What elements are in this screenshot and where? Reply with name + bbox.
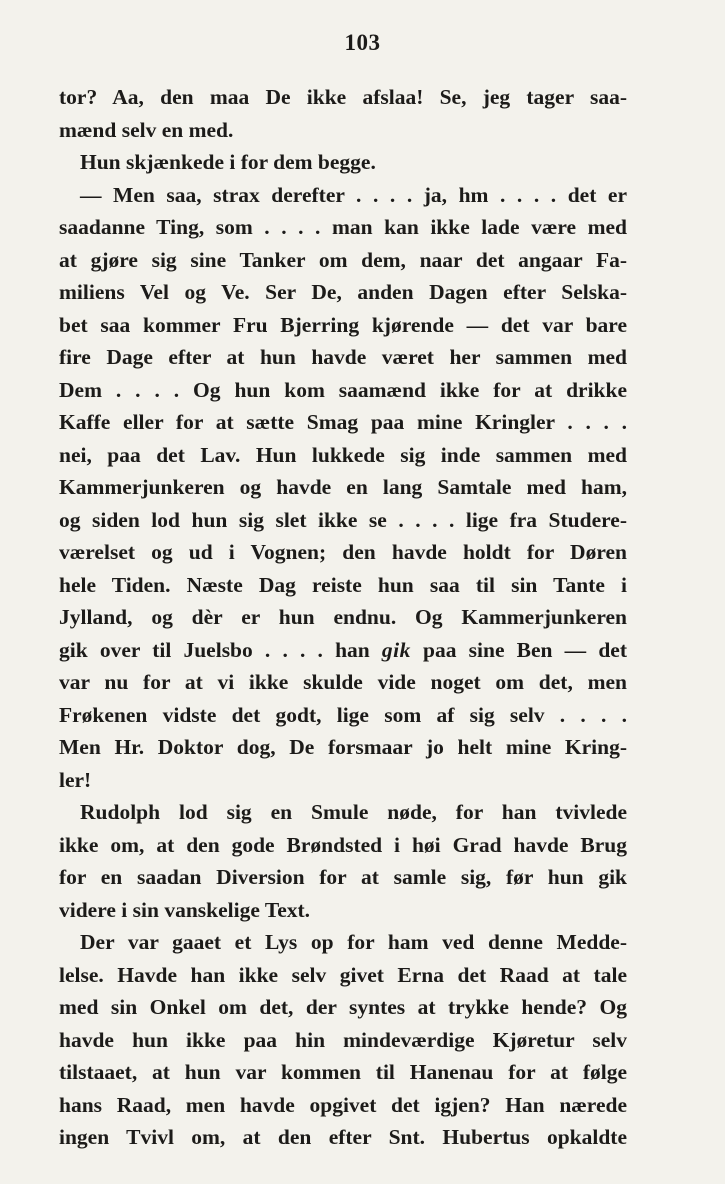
text-line: Frøkenen vidste det godt, lige som af sig selv . . . . [59, 702, 627, 727]
page-number: 103 [344, 30, 381, 55]
text-line: Kammerjunkeren og havde en lang Samtale med ham, [59, 475, 627, 499]
body-text [59, 81, 627, 1154]
paragraph-start-line: — Men saa, strax derefter . . . . ja, hm . . . . det er [80, 182, 627, 207]
text-line: bet saa kommer Fru Bjerring kjørende — det var bare [59, 312, 627, 337]
text-line: Dem . . . . Og hun kom saamænd ikke for at drikke [59, 377, 627, 402]
text-segment: paa sine Ben — det [410, 637, 627, 662]
text-line: tilstaaet, at hun var kommen til Hanenau for at følge [59, 1060, 627, 1084]
text-line: miliens Vel og Ve. Ser De, anden Dagen efter Selska- [59, 280, 627, 304]
text-line: var nu for at vi ikke skulde vide noget om det, men [59, 670, 627, 694]
text-line: havde hun ikke paa hin mindeværdige Kjøretur selv [59, 1027, 627, 1052]
text-segment: gik over til Juelsbo . . . . han [59, 637, 382, 662]
paragraph-start-line: Der var gaaet et Lys op for ham ved denne Medde- [80, 930, 627, 954]
text-line: tor? Aa, den maa De ikke afslaa! Se, jeg tager saa- [59, 85, 627, 109]
text-line: med sin Onkel om det, der syntes at trykke hende? Og [59, 995, 627, 1019]
text-line: at gjøre sig sine Tanker om dem, naar det angaar Fa- [59, 247, 627, 272]
text-line: saadanne Ting, som . . . . man kan ikke lade være med [59, 215, 627, 239]
text-line: Men Hr. Doktor dog, De forsmaar jo helt mine Kring- [59, 735, 627, 759]
text-line: Kaffe eller for at sætte Smag paa mine Kringler . . . . [59, 410, 627, 434]
text-line: værelset og ud i Vognen; den havde holdt for Døren [59, 540, 627, 564]
text-line-with-emphasis [59, 634, 627, 667]
text-line: videre i sin vanskelige Text. [59, 897, 311, 922]
text-line: ikke om, at den gode Brøndsted i høi Grad havde Brug [59, 832, 627, 857]
text-line: mænd selv en med. [59, 117, 234, 142]
emphasized-word: gik [381, 637, 411, 662]
text-line: ingen Tvivl om, at den efter Snt. Hubertus opkaldte [59, 1125, 627, 1149]
paragraph-start-line: Hun skjænkede i for dem begge. [80, 150, 376, 174]
text-line: hans Raad, men havde opgivet det igjen? Han nærede [59, 1092, 627, 1117]
text-line: Jylland, og dèr er hun endnu. Og Kammerjunkeren [59, 605, 627, 629]
text-line: fire Dage efter at hun havde været her sammen med [59, 345, 627, 369]
text-line: hele Tiden. Næste Dag reiste hun saa til sin Tante i [59, 572, 627, 597]
text-line: nei, paa det Lav. Hun lukkede sig inde sammen med [59, 442, 627, 467]
text-line: lelse. Havde han ikke selv givet Erna det Raad at tale [59, 962, 627, 987]
text-line: og siden lod hun sig slet ikke se . . . . lige fra Studere- [59, 507, 627, 532]
text-line: ler! [59, 767, 92, 792]
paragraph-start-line: Rudolph lod sig en Smule nøde, for han tvivlede [80, 800, 627, 824]
text-line: for en saadan Diversion for at samle sig, før hun gik [59, 865, 627, 889]
